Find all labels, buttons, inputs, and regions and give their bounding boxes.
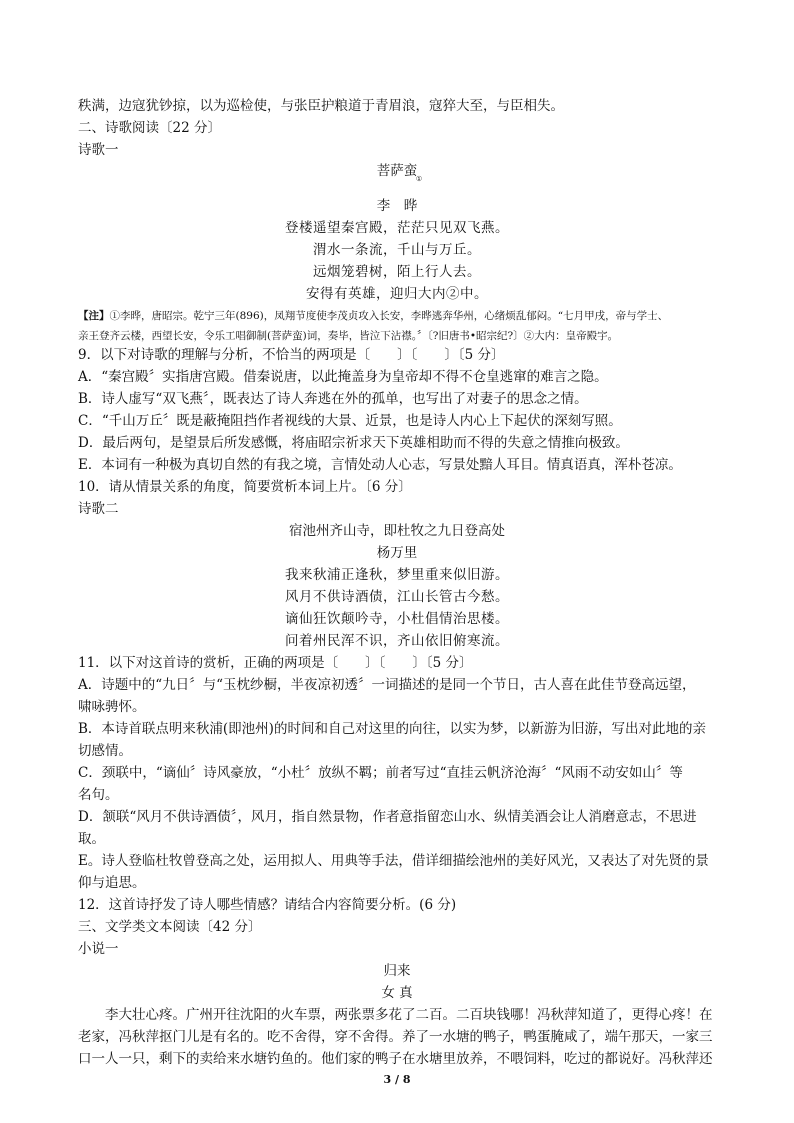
question-11-option-d: D．颔联“风月不供诗酒债〞，风月，指自然景物，作者意指留恋山水、纵情美酒会让人消磨意志，不思进 — [78, 809, 697, 825]
question-11-option-c: C．颈联中，“谪仙〞诗风豪放，“小杜〞放纵不羁；前者写过“直挂云帆济沧海〞“风雨不动安如山〞等 — [78, 765, 683, 781]
question-10: 10．请从情景关系的角度，简要赏析本词上片。〔6 分〕 — [78, 479, 412, 495]
novel-paragraph-line: 李大壮心疼。广州开往沈阳的火车票，两张票多花了二百。二百块钱哪！冯秋萍知道了，更得心疼！在 — [105, 1007, 713, 1023]
poem2-author: 杨万里 — [376, 545, 418, 561]
note-text: ①李晔，唐昭宗。乾宁三年(896)，凤翔节度使李茂贞攻入长安，李晔逃奔华州，心绪烦乱郁闷。“七月甲戌，帝与学士、 — [109, 310, 669, 322]
question-11-option-c-cont: 名句。 — [78, 787, 119, 803]
section-heading-poetry: 二、诗歌阅读〔22 分〕 — [78, 120, 221, 136]
question-12: 12．这首诗抒发了诗人哪些情感？请结合内容简要分析。(6 分) — [78, 897, 457, 913]
question-9-option-d: D．最后两句，是望景后所发感慨，将庙昭宗祈求天下英雄相助而不得的失意之情推向极致。 — [78, 435, 629, 451]
novel-author: 女 真 — [381, 985, 413, 1001]
poem1-line: 远烟笼碧树，陌上行人去。 — [313, 264, 481, 280]
question-11-option-b: B．本诗首联点明来秋浦(即池州)的时间和自己对这里的向往，以实为梦，以新游为旧游，写出对此地的亲 — [78, 721, 706, 737]
poem-heading-2: 诗歌二 — [78, 501, 119, 517]
note-label: 【注】 — [78, 310, 110, 322]
poem2-line: 我来秋浦正逢秋，梦里重来似旧游。 — [285, 567, 509, 583]
poem-heading-1: 诗歌一 — [78, 142, 119, 158]
page-number: 3 / 8 — [383, 1073, 411, 1086]
section-heading-literature: 三、文学类文本阅读〔42 分〕 — [78, 919, 262, 935]
question-11-option-d-cont: 取。 — [78, 831, 105, 847]
question-9-option-c: C．“千山万丘〞既是蔽掩阻挡作者视线的大景、近景，也是诗人内心上下起伏的深刻写照。 — [78, 413, 622, 429]
question-11-stem: 11．以下对这首诗的赏析，正确的两项是〔 〕〔 〕〔5 分〕 — [78, 655, 473, 671]
question-11-option-e-cont: 仰与追思。 — [78, 875, 146, 891]
novel-title: 归来 — [383, 963, 411, 979]
question-9-stem: 9．以下对诗歌的理解与分析，不恰当的两项是〔 〕〔 〕〔5 分〕 — [78, 347, 505, 363]
novel-paragraph-line: 老家，冯秋萍抠门儿是有名的。吃不舍得，穿不舍得。养了一水塘的鸭子，鸭蛋腌咸了，端午那天，一家三 — [78, 1029, 713, 1045]
question-11-option-a: A．诗题中的“九日〞与“玉枕纱橱，半夜凉初透〞一词描述的是同一个节日，古人喜在此佳节登高远望， — [78, 677, 696, 693]
footnote-mark: ① — [415, 175, 423, 183]
poem1-title-text: 菩萨蛮 — [376, 163, 418, 179]
note-line-1 — [78, 306, 718, 326]
poem1-line: 渭水一条流，千山与万丘。 — [313, 242, 481, 258]
poem2-line: 风月不供诗酒债，江山长管古今愁。 — [285, 589, 509, 605]
text-line: 秩满，边寇犹钞掠，以为巡检使，与张臣护粮道于青眉浪，寇猝大至，与臣相失。 — [78, 98, 564, 114]
note-line-2: 亲王登齐云楼，西望长安，令乐工唱御制(菩萨蛮)词，奏毕，皆泣下沾襟。〞〔?旧唐书•昭宗纪?〕②大内：皇帝殿宇。 — [78, 330, 619, 342]
poem1-line: 安得有英雄，迎归大内②中。 — [306, 286, 488, 302]
poem1-line: 登楼遥望秦宫殿，茫茫只见双飞燕。 — [285, 220, 509, 236]
question-11-option-a-cont: 啸咏骋怀。 — [78, 699, 146, 715]
poem2-line: 问着州民浑不识，齐山依旧俯寒流。 — [285, 633, 509, 649]
poem1-title-mark-line — [0, 172, 794, 190]
poem2-title: 宿池州齐山寺，即杜牧之九日登高处 — [289, 523, 505, 539]
question-9-option-b: B．诗人虚写“双飞燕〞，既表达了诗人奔逃在外的孤单，也写出了对妻子的思念之情。 — [78, 391, 588, 407]
question-11-option-b-cont: 切感情。 — [78, 743, 132, 759]
question-9-option-a: A．“秦宫殿〞实指唐宫殿。借秦说唐，以此掩盖身为皇帝却不得不仓皇逃窜的难言之隐。 — [78, 369, 608, 385]
novel-paragraph-line: 口一人一只，剩下的卖给来水塘钓鱼的。他们家的鸭子在水塘里放养，不喂饲料，吃过的都说好。冯秋萍还 — [78, 1051, 713, 1067]
novel-heading: 小说一 — [78, 941, 119, 957]
question-11-option-e: E。诗人登临杜牧曾登高之处，运用拟人、用典等手法，借详细描绘池州的美好风光，又表达了对先贤的景 — [78, 853, 709, 869]
question-9-option-e: E．本词有一种极为真切自然的有我之境，言情处动人心志，写景处黯人耳目。情真语真，浑朴苍凉。 — [78, 457, 682, 473]
poem2-line: 谪仙狂饮颠吟寺，小杜倡情治思楼。 — [285, 611, 509, 627]
poem1-author: 李 晔 — [376, 198, 418, 214]
